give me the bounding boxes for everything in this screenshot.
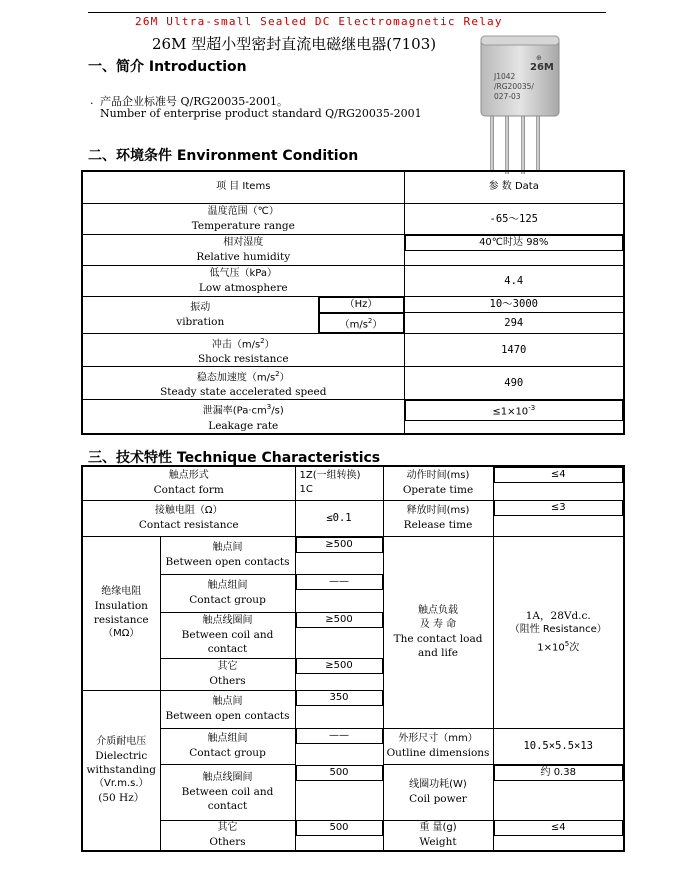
cell-text: 泄漏率(Pa·cm [202, 405, 267, 417]
tech-row-die-group [82, 728, 624, 764]
technique-table [81, 465, 625, 852]
environment-heading: 二、环境条件 Environment Condition [88, 148, 359, 164]
cell-text: 触点组间 [207, 733, 248, 744]
cell-text [494, 637, 624, 655]
cell-text: 接触电阻（Ω） [154, 505, 223, 516]
cell-text: 2 [260, 336, 265, 345]
cell-text: 触点线圈间 [202, 772, 253, 783]
contact-load-value [493, 536, 624, 728]
tech-row-contact-resistance [82, 500, 624, 536]
cell-text: 温度范围（℃） [207, 205, 279, 217]
intro-heading: 一、简介 Introduction [88, 59, 247, 75]
cell-text: Contact group [189, 747, 266, 759]
cell-text: 1C [299, 484, 313, 496]
cell-text: 线圈功耗(W) [409, 779, 467, 790]
intro-standard-en: Number of enterprise product standard Q/RG20035-2001 [100, 107, 422, 120]
cell-text: 触点间 [212, 542, 243, 553]
env-row-pressure [82, 265, 624, 296]
table-cell [405, 400, 624, 420]
table-cell: 500 [296, 820, 383, 836]
cell-text: ≤1×10 [492, 406, 529, 418]
cell-text: Dielectric [95, 750, 148, 763]
cell-text: 其它 [217, 822, 238, 834]
table-cell [160, 764, 295, 820]
table-cell [82, 296, 318, 333]
cell-text: ） [372, 318, 383, 330]
table-cell [160, 574, 295, 612]
cell-text: 绝缘电阻 [101, 586, 142, 597]
env-row-vibration-hz [82, 296, 624, 313]
table-cell [383, 500, 493, 536]
tech-row-die-others [82, 820, 624, 851]
cell-text: Temperature range [191, 219, 295, 232]
cell-text: Others [209, 675, 246, 687]
cell-text: 动作时间(ms) [406, 470, 470, 482]
table-cell: ≤3 [494, 500, 624, 516]
cell-text: 项 目 Items [216, 181, 271, 193]
cell-text: Between open contacts [165, 556, 290, 568]
table-cell [160, 820, 295, 851]
cell-text: 及 寿 命 [419, 619, 457, 630]
table-cell: —— [296, 728, 383, 744]
table-cell [160, 536, 295, 574]
cell-text: 触点间 [212, 696, 243, 707]
table-cell: -65～125 [404, 203, 624, 234]
technique-heading: 三、技术特性 Technique Characteristics [88, 450, 381, 466]
env-col-data [404, 171, 624, 203]
cell-text: 释放时间(ms) [406, 505, 470, 516]
cell-text: Others [209, 836, 246, 849]
table-cell [82, 400, 404, 434]
contact-load-label [383, 536, 493, 728]
cell-text: Low atmosphere [198, 281, 288, 294]
cell-text: Between open contacts [165, 710, 290, 722]
cell-text: /s) [271, 405, 284, 417]
table-cell [160, 658, 295, 690]
cell-text: （Vr.m.s.） [93, 778, 149, 790]
relay-product-image [470, 30, 570, 178]
table-cell: 约 0.38 [494, 765, 624, 781]
cell-text: Contact resistance [138, 519, 239, 531]
insulation-label [82, 536, 160, 690]
table-cell: （Hz） [319, 297, 404, 313]
table-cell: ≥500 [296, 537, 383, 553]
cell-text: 5 [564, 639, 570, 648]
table-cell [383, 764, 493, 820]
cell-text: 2 [275, 370, 280, 379]
table-cell [383, 728, 493, 764]
cell-text: 触点组间 [207, 580, 248, 591]
cell-text: Release time [403, 519, 473, 531]
cell-text: 触点负载 [418, 605, 458, 616]
intro-bullet: . [90, 94, 94, 107]
cell-text: 振动 [190, 301, 211, 313]
cell-text [83, 334, 404, 352]
cell-text: 触点线圈间 [202, 615, 253, 626]
cell-text: Contact group [189, 594, 266, 606]
table-cell: 1470 [404, 333, 624, 366]
table-cell [160, 728, 295, 764]
env-row-leakage [82, 400, 624, 434]
tech-row-ins-open [82, 536, 624, 574]
cell-text: 相对湿度 [223, 236, 264, 248]
cell-text: 参 数 Data [488, 181, 539, 193]
table-cell [82, 265, 404, 296]
cell-text: 稳态加速度（m/s [196, 372, 276, 384]
cell-text: （MΩ） [103, 628, 140, 639]
cell-text: vibration [176, 315, 225, 328]
table-cell [383, 466, 493, 500]
table-cell: 350 [296, 690, 383, 706]
table-cell [82, 466, 295, 500]
cell-text: The contact load [393, 633, 483, 645]
cell-text: resistance [93, 614, 149, 626]
cell-text: 重 量(g) [419, 822, 457, 834]
cell-text: 低气压（kPa） [209, 267, 277, 279]
cell-text: Insulation [94, 600, 148, 612]
env-col-items [82, 171, 404, 203]
env-row-shock [82, 333, 624, 366]
relay-logo: ⊕ [536, 54, 542, 62]
table-cell: 10.5×5.5×13 [493, 728, 624, 764]
cell-text: Leakage rate [208, 419, 279, 432]
cell-text: 3 [266, 403, 272, 412]
cell-text: （阻性 Resistance） [509, 623, 607, 635]
table-cell [82, 333, 404, 366]
table-cell [319, 313, 404, 333]
cell-text: Operate time [402, 484, 474, 497]
tech-row-die-coil [82, 764, 624, 820]
cell-text [83, 400, 404, 418]
table-cell [160, 612, 295, 658]
tech-row-contact-form [82, 466, 624, 500]
cell-text: 1Z(一组转换) [299, 470, 361, 482]
cell-text: Between coil and contact [181, 629, 274, 655]
cell-text: Shock resistance [197, 353, 289, 366]
cell-text [83, 367, 404, 385]
cell-text: 次 [569, 642, 580, 654]
table-cell [82, 234, 404, 265]
table-cell: ≤4 [494, 820, 624, 836]
cell-text: Steady state accelerated speed [160, 386, 327, 399]
table-cell: ≥500 [296, 612, 383, 628]
env-row-temperature [82, 203, 624, 234]
cell-text: 1×10 [537, 642, 565, 654]
intro-standard-cn: 产品企业标准号 Q/RG20035-2001。 [100, 95, 288, 108]
cell-text: 1A，28Vd.c. [525, 609, 591, 622]
cell-text: withstanding [86, 764, 157, 777]
table-cell: ≤4 [494, 467, 624, 483]
header-rule [88, 12, 606, 13]
cell-text: (50 Hz） [98, 792, 145, 805]
table-cell [82, 500, 295, 536]
env-header-row [82, 171, 624, 203]
relay-model-text: 26M [530, 62, 554, 73]
table-cell: —— [296, 574, 383, 590]
cell-text: 其它 [217, 661, 238, 672]
cell-text: 2 [367, 316, 373, 325]
cell-text: 冲击（m/s [211, 339, 261, 351]
cell-text: （m/s [339, 318, 368, 330]
cell-text: ） [279, 372, 290, 384]
cell-text: and life [418, 647, 458, 659]
table-cell: 500 [296, 765, 383, 781]
dielectric-label [82, 690, 160, 851]
table-cell [82, 367, 404, 400]
environment-table [81, 170, 625, 435]
cell-text: ） [264, 339, 275, 351]
relay-marking-line2: /RG20035/ [494, 82, 534, 91]
env-row-steady-accel [82, 367, 624, 400]
table-cell: 10～3000 [404, 296, 624, 313]
cell-text: Outline dimensions [386, 747, 490, 759]
table-cell [160, 690, 295, 728]
header-english-title: 26M Ultra-small Sealed DC Electromagnetic Relay [135, 15, 503, 28]
cell-text: 外形尺寸（mm） [398, 733, 478, 744]
relay-marking-line3: 027-03 [494, 92, 521, 101]
table-cell: 490 [404, 367, 624, 400]
cell-text: 触点形式 [168, 470, 209, 482]
cell-text: -3 [528, 404, 536, 413]
cell-text: Weight [419, 836, 457, 849]
table-cell: 40℃时达 98% [405, 235, 624, 251]
cell-text: 介质耐电压 [96, 736, 147, 748]
table-cell [295, 466, 383, 500]
cell-text: Coil power [409, 793, 467, 805]
table-cell [383, 820, 493, 851]
env-row-humidity [82, 234, 624, 265]
relay-marking-line1: J1042 [494, 72, 516, 81]
cell-text: Relative humidity [196, 250, 291, 263]
table-cell: ≥500 [296, 658, 383, 674]
table-cell: 4.4 [404, 265, 624, 296]
table-cell: ≤0.1 [295, 500, 383, 536]
table-cell [82, 203, 404, 234]
cell-text: Between coil and contact [181, 786, 274, 812]
cell-text: Contact form [153, 484, 224, 497]
page-title: 26M 型超小型密封直流电磁继电器(7103) [152, 35, 437, 53]
table-cell: 294 [404, 313, 624, 334]
